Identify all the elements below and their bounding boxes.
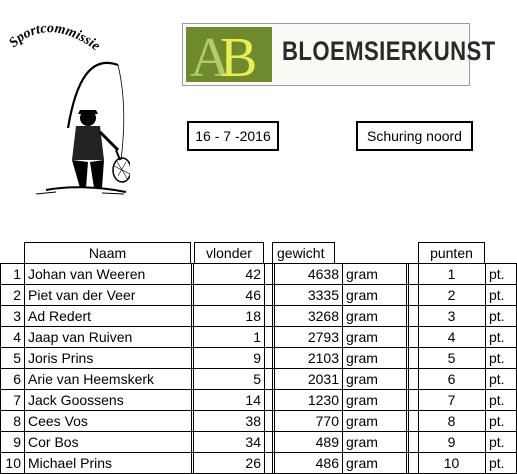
vlonder-cell: 46: [245, 287, 261, 303]
gewicht-cell: 486: [315, 455, 339, 471]
gewicht-cell: 3335: [307, 287, 339, 303]
unit-weight-cell: gram: [346, 266, 378, 282]
name-cell: Joris Prins: [28, 350, 94, 366]
rank-cell: 5: [13, 350, 21, 366]
name-cell: Cees Vos: [28, 413, 88, 429]
date-box: 16 - 7 -2016: [187, 121, 279, 151]
vlonder-cell: 34: [245, 434, 261, 450]
unit-points-cell: pt.: [489, 371, 505, 387]
unit-points-cell: pt.: [489, 308, 505, 324]
vlonder-cell: 5: [253, 371, 261, 387]
rank-cell: 1: [13, 266, 21, 282]
column-header-naam: Naam: [24, 242, 191, 263]
punten-cell: 3: [447, 308, 456, 324]
unit-points-cell: pt.: [489, 329, 505, 345]
punten-cell: 1: [447, 266, 456, 282]
punten-cell: 10: [443, 455, 460, 471]
vlonder-cell: 9: [253, 350, 261, 366]
name-cell: Johan van Weeren: [28, 266, 146, 282]
punten-cell: 4: [447, 329, 456, 345]
sponsor-monogram: [186, 27, 272, 82]
vlonder-cell: 18: [245, 308, 261, 324]
column-header-gewicht: gewicht: [272, 242, 335, 263]
sponsor-name: BLOEMSIERKUNST: [282, 36, 496, 66]
rank-cell: 10: [5, 455, 21, 471]
name-cell: Cor Bos: [28, 434, 79, 450]
name-cell: Piet van der Veer: [28, 287, 136, 303]
location-box: Schuring noord: [356, 121, 473, 151]
unit-weight-cell: gram: [346, 371, 378, 387]
name-cell: Ad Redert: [28, 308, 92, 324]
unit-points-cell: pt.: [489, 350, 505, 366]
gewicht-cell: 2103: [307, 350, 339, 366]
unit-weight-cell: gram: [346, 413, 378, 429]
unit-weight-cell: gram: [346, 434, 378, 450]
punten-cell: 9: [447, 434, 456, 450]
gewicht-cell: 489: [315, 434, 339, 450]
unit-weight-cell: gram: [346, 392, 378, 408]
unit-points-cell: pt.: [489, 266, 505, 282]
punten-cell: 5: [447, 350, 456, 366]
sponsor-monogram-letter-b: B: [220, 27, 258, 82]
gewicht-cell: 2793: [307, 329, 339, 345]
rank-cell: 9: [13, 434, 21, 450]
rank-cell: 2: [13, 287, 21, 303]
vlonder-cell: 38: [245, 413, 261, 429]
sponsor-banner: [182, 23, 496, 86]
gewicht-cell: 2031: [307, 371, 339, 387]
gewicht-cell: 3268: [307, 308, 339, 324]
rank-cell: 3: [13, 308, 21, 324]
unit-weight-cell: gram: [346, 350, 378, 366]
unit-points-cell: pt.: [489, 392, 505, 408]
results-table: [0, 242, 517, 472]
sponsor-monogram-letter-a: A: [190, 27, 231, 82]
angler-illustration-icon: [6, 10, 130, 195]
svg-text:Sportcommissie: [6, 21, 102, 54]
club-logo: [6, 10, 130, 195]
name-cell: Jaap van Ruiven: [28, 329, 133, 345]
punten-cell: 6: [447, 371, 456, 387]
rank-cell: 7: [13, 392, 21, 408]
punten-cell: 7: [447, 392, 456, 408]
column-divider: [264, 263, 265, 474]
gewicht-cell: 1230: [307, 392, 339, 408]
column-divider: [406, 263, 409, 474]
unit-weight-cell: gram: [346, 287, 378, 303]
gewicht-cell: 4638: [307, 266, 339, 282]
vlonder-cell: 1: [253, 329, 261, 345]
unit-points-cell: pt.: [489, 287, 505, 303]
vlonder-cell: 42: [245, 266, 261, 282]
name-cell: Jack Goossens: [28, 392, 124, 408]
unit-weight-cell: gram: [346, 329, 378, 345]
column-header-vlonder: vlonder: [194, 242, 264, 263]
unit-points-cell: pt.: [489, 455, 505, 471]
gewicht-cell: 770: [315, 413, 339, 429]
rank-cell: 6: [13, 371, 21, 387]
unit-weight-cell: gram: [346, 455, 378, 471]
unit-points-cell: pt.: [489, 413, 505, 429]
vlonder-cell: 26: [245, 455, 261, 471]
rank-cell: 4: [13, 329, 21, 345]
punten-cell: 2: [447, 287, 456, 303]
name-cell: Michael Prins: [28, 455, 113, 471]
name-cell: Arie van Heemskerk: [28, 371, 155, 387]
column-header-punten: punten: [418, 242, 485, 263]
club-logo-text: Sportcommissie: [6, 21, 103, 55]
punten-cell: 8: [447, 413, 456, 429]
unit-weight-cell: gram: [346, 308, 378, 324]
unit-points-cell: pt.: [489, 434, 505, 450]
vlonder-cell: 14: [245, 392, 261, 408]
rank-cell: 8: [13, 413, 21, 429]
